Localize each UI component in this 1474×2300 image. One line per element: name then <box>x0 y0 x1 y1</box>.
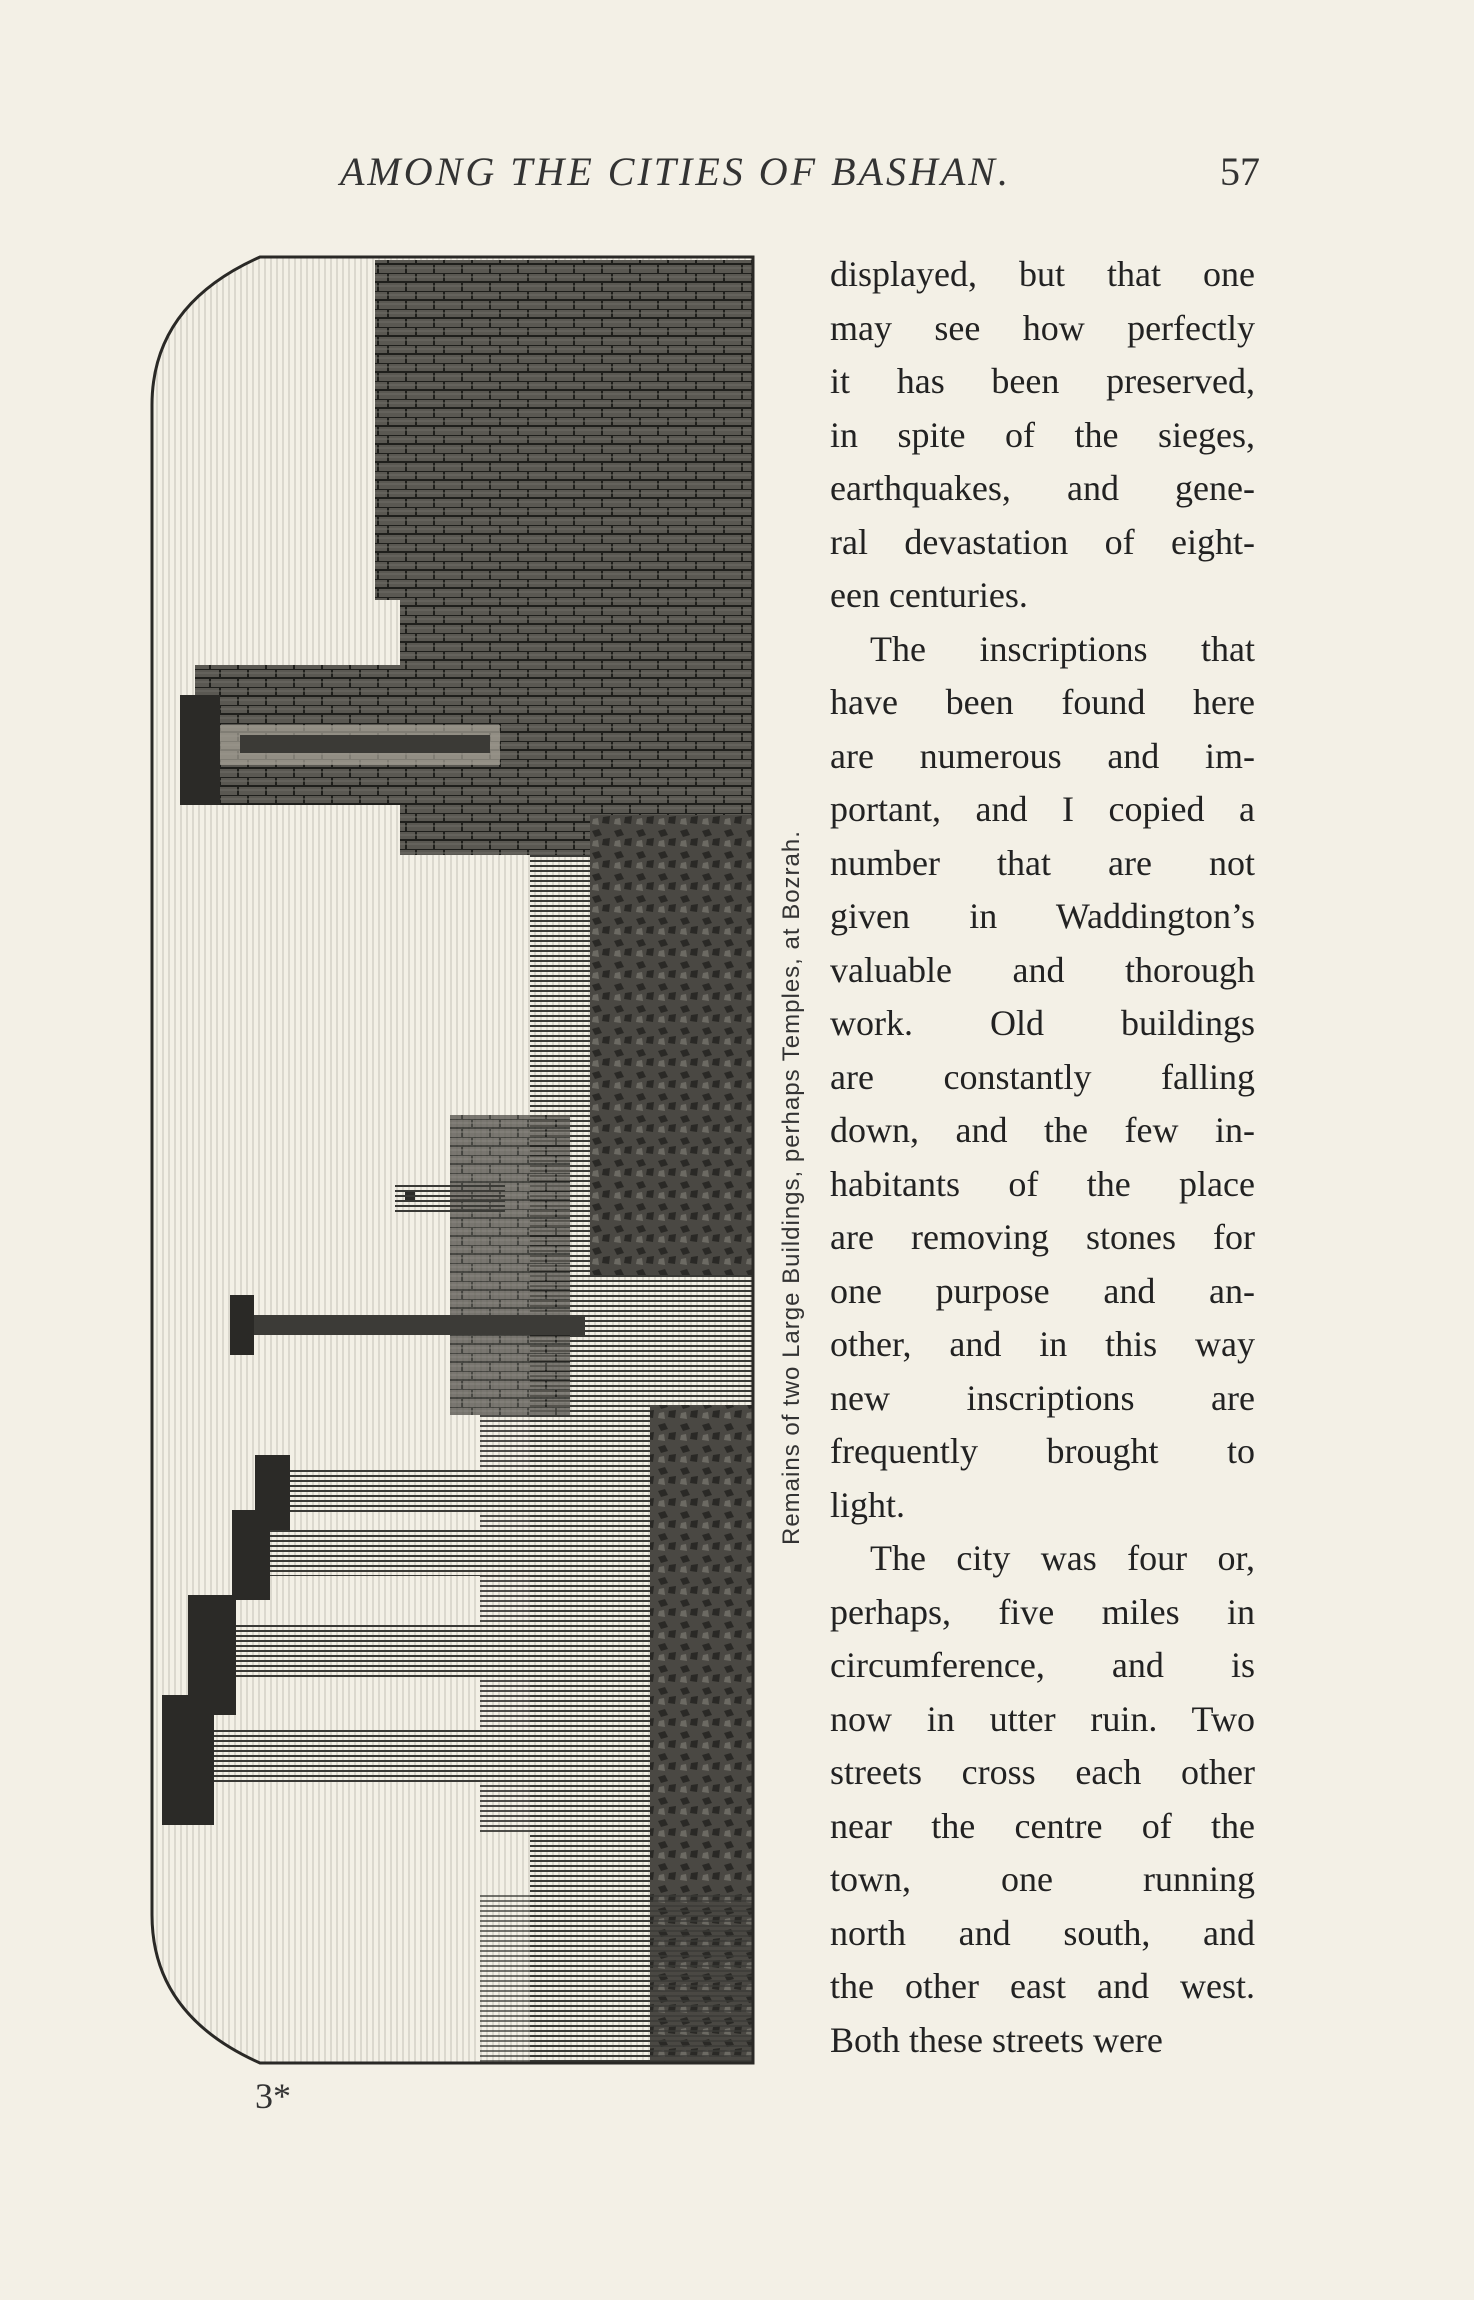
page-number: 57 <box>1220 149 1260 194</box>
text-line: north and south, and <box>830 1912 1255 1953</box>
text-line: perhaps, five miles in <box>830 1591 1255 1632</box>
text-line: work. Old buildings <box>830 1003 1255 1043</box>
text-line: other, and in this way <box>830 1324 1255 1364</box>
text-line: now in utter ruin. Two <box>830 1698 1255 1739</box>
page-header <box>340 148 1260 198</box>
text-line: frequently brought to <box>830 1431 1255 1471</box>
text-line: The inscriptions that <box>870 628 1255 669</box>
text-line: down, and the few in- <box>830 1110 1255 1150</box>
text-line: displayed, but that one <box>830 254 1255 294</box>
text-line: it has been preserved, <box>830 361 1255 401</box>
text-line: The city was four or, <box>870 1538 1255 1578</box>
illustration-plate <box>150 255 755 2065</box>
text-line: are removing stones for <box>830 1217 1255 1257</box>
text-line: the other east and west. <box>830 1966 1255 2006</box>
text-line: habitants of the place <box>830 1163 1255 1204</box>
text-line: earthquakes, and gene- <box>830 468 1255 508</box>
running-title: AMONG THE CITIES OF BASHAN. <box>340 149 1011 194</box>
text-line: portant, and I copied a <box>830 789 1255 829</box>
text-line: are numerous and im- <box>830 735 1255 776</box>
text-line: light. <box>830 1484 906 1525</box>
text-line: valuable and thorough <box>830 949 1255 990</box>
signature-mark: 3* <box>255 2076 291 2116</box>
text-line: town, one running <box>830 1859 1255 1899</box>
text-line: new inscriptions are <box>830 1377 1255 1418</box>
text-line: near the centre of the <box>830 1805 1255 1846</box>
caption-text: Remains of two Large Buildings, perhaps Temples, at Bozrah. <box>778 830 805 1545</box>
body-text <box>830 248 1255 2067</box>
text-line: in spite of the sieges, <box>830 414 1255 455</box>
engraving-illustration <box>150 255 755 2065</box>
text-line: circumference, and is <box>830 1645 1255 1685</box>
text-line: number that are not <box>830 842 1255 883</box>
text-line: een centuries. <box>830 575 1028 615</box>
text-line: streets cross each other <box>830 1752 1255 1792</box>
text-line: given in Waddington’s <box>830 896 1255 936</box>
text-line: ral devastation of eight- <box>830 521 1255 562</box>
text-line: may see how perfectly <box>830 307 1255 348</box>
text-line: are constantly falling <box>830 1056 1255 1097</box>
text-line: Both these streets were <box>830 2019 1163 2060</box>
text-line: have been found here <box>830 682 1255 722</box>
text-line: one purpose and an- <box>830 1270 1255 1311</box>
